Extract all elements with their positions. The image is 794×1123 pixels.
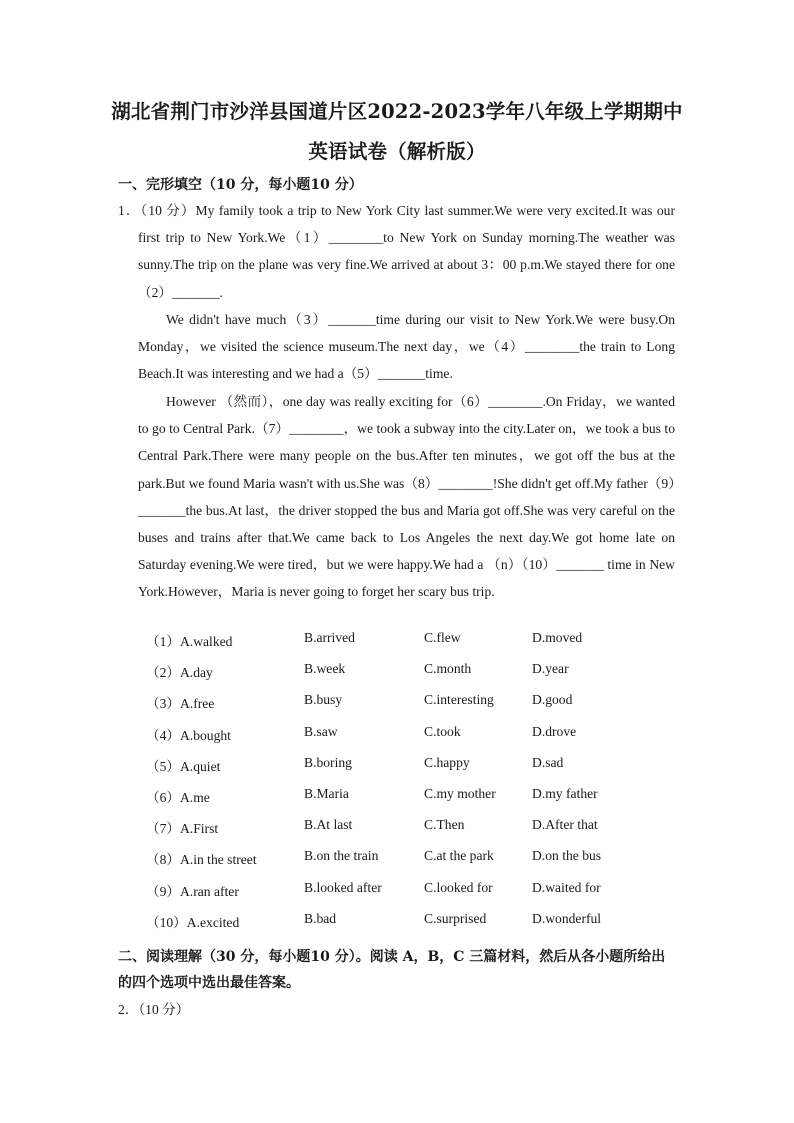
option-d: D.wonderful: [532, 910, 602, 926]
option-b: B.saw: [304, 723, 338, 739]
option-d: D.drove: [532, 723, 577, 739]
option-d: D.After that: [532, 817, 598, 833]
option-a: （8）A.in the street: [146, 852, 257, 868]
option-c: C.took: [424, 723, 461, 739]
option-row: [146, 786, 666, 817]
option-row: [146, 848, 666, 879]
option-c: C.flew: [424, 630, 461, 645]
option-a: （7）A.First: [146, 821, 219, 837]
option-d: D.sad: [532, 754, 564, 770]
option-row: [146, 880, 666, 911]
passage-paragraph-1: 1．（10 分）My family took a trip to New York City last summer.We were very excited.It was our first trip to New York.We（1）________to New York on Sunday morning.The weather was sunny.The trip on the plane was very fine.We arrived at about 3：00 p.m.We stayed there for one（2）_______.: [118, 203, 675, 300]
option-c: C.my mother: [424, 785, 496, 801]
option-row: [146, 724, 666, 755]
option-b: B.busy: [304, 692, 343, 708]
option-d: D.on the bus: [532, 848, 602, 864]
option-row: [146, 661, 666, 692]
option-b: B.on the train: [304, 848, 379, 864]
option-c: C.happy: [424, 754, 470, 770]
option-row: [146, 692, 666, 723]
exam-title-line1: 湖北省荆门市沙洋县国道片区2022-2023学年八年级上学期期中: [111, 100, 683, 123]
option-a: （10）A.excited: [146, 914, 240, 930]
option-b: B.arrived: [304, 630, 355, 645]
option-a: （1）A.walked: [146, 634, 233, 649]
option-c: C.month: [424, 661, 472, 677]
option-row: [146, 911, 666, 942]
passage-paragraph-3: However （然而），one day was really exciting for（6）________.On Friday，we wanted to go to Central Park.（7）________，we took a subway into the city.Later on，we took a bus to Central Park.There were many people on the bus.After ten minutes，we got off the bus at the park.But we found Maria wasn't with us.She was（8）________!She didn't get off.My father（9）_______the bus.At last，the driver stopped the bus and Maria got off.She was very careful on the buses and trains after that.We came back to Los Angeles the next day.We got home late on Saturday evening.We were tired，but we were happy.We had a （n）（10）_______ time in New York.However，Maria is never going to forget her scary bus trip.: [138, 394, 675, 600]
option-b: B.boring: [304, 754, 352, 770]
section1-heading: 一、完形填空（10 分，每小题10 分）: [118, 177, 363, 193]
option-c: C.Then: [424, 817, 465, 833]
section2-heading: 二、阅读理解（30 分，每小题10 分）。阅读 A，B，C 三篇材料，然后从各小题所给出的四个选项中选出最佳答案。: [118, 949, 666, 991]
option-a: （3）A.free: [146, 696, 215, 712]
option-d: D.moved: [532, 630, 583, 645]
option-d: D.good: [532, 692, 573, 708]
option-row: [146, 817, 666, 848]
option-b: B.Maria: [304, 785, 349, 801]
option-a: （4）A.bought: [146, 727, 231, 743]
option-a: （9）A.ran after: [146, 883, 239, 899]
option-c: C.surprised: [424, 910, 487, 926]
option-c: C.looked for: [424, 879, 493, 895]
option-d: D.my father: [532, 785, 598, 801]
option-b: B.bad: [304, 910, 337, 926]
option-a: （6）A.me: [146, 789, 210, 805]
option-c: C.interesting: [424, 692, 494, 708]
option-b: B.At last: [304, 817, 353, 833]
question-2-label: 2．（10 分）: [118, 1002, 190, 1017]
option-row: [146, 755, 666, 786]
option-row: [146, 630, 666, 661]
option-d: D.waited for: [532, 879, 601, 895]
option-a: （5）A.quiet: [146, 758, 221, 774]
option-d: D.year: [532, 661, 569, 677]
passage-paragraph-2: We didn't have much（3）_______time during our visit to New York.We were busy.On Monday，we visited the science museum.The next day，we（4）________the train to Long Beach.It was interesting and we had a（5）_______time.: [138, 312, 675, 382]
option-b: B.looked after: [304, 879, 382, 895]
option-c: C.at the park: [424, 848, 494, 864]
exam-title-line2: 英语试卷（解析版）: [308, 140, 486, 163]
options-table: [146, 630, 666, 942]
option-a: （2）A.day: [146, 665, 213, 681]
option-b: B.week: [304, 661, 346, 677]
